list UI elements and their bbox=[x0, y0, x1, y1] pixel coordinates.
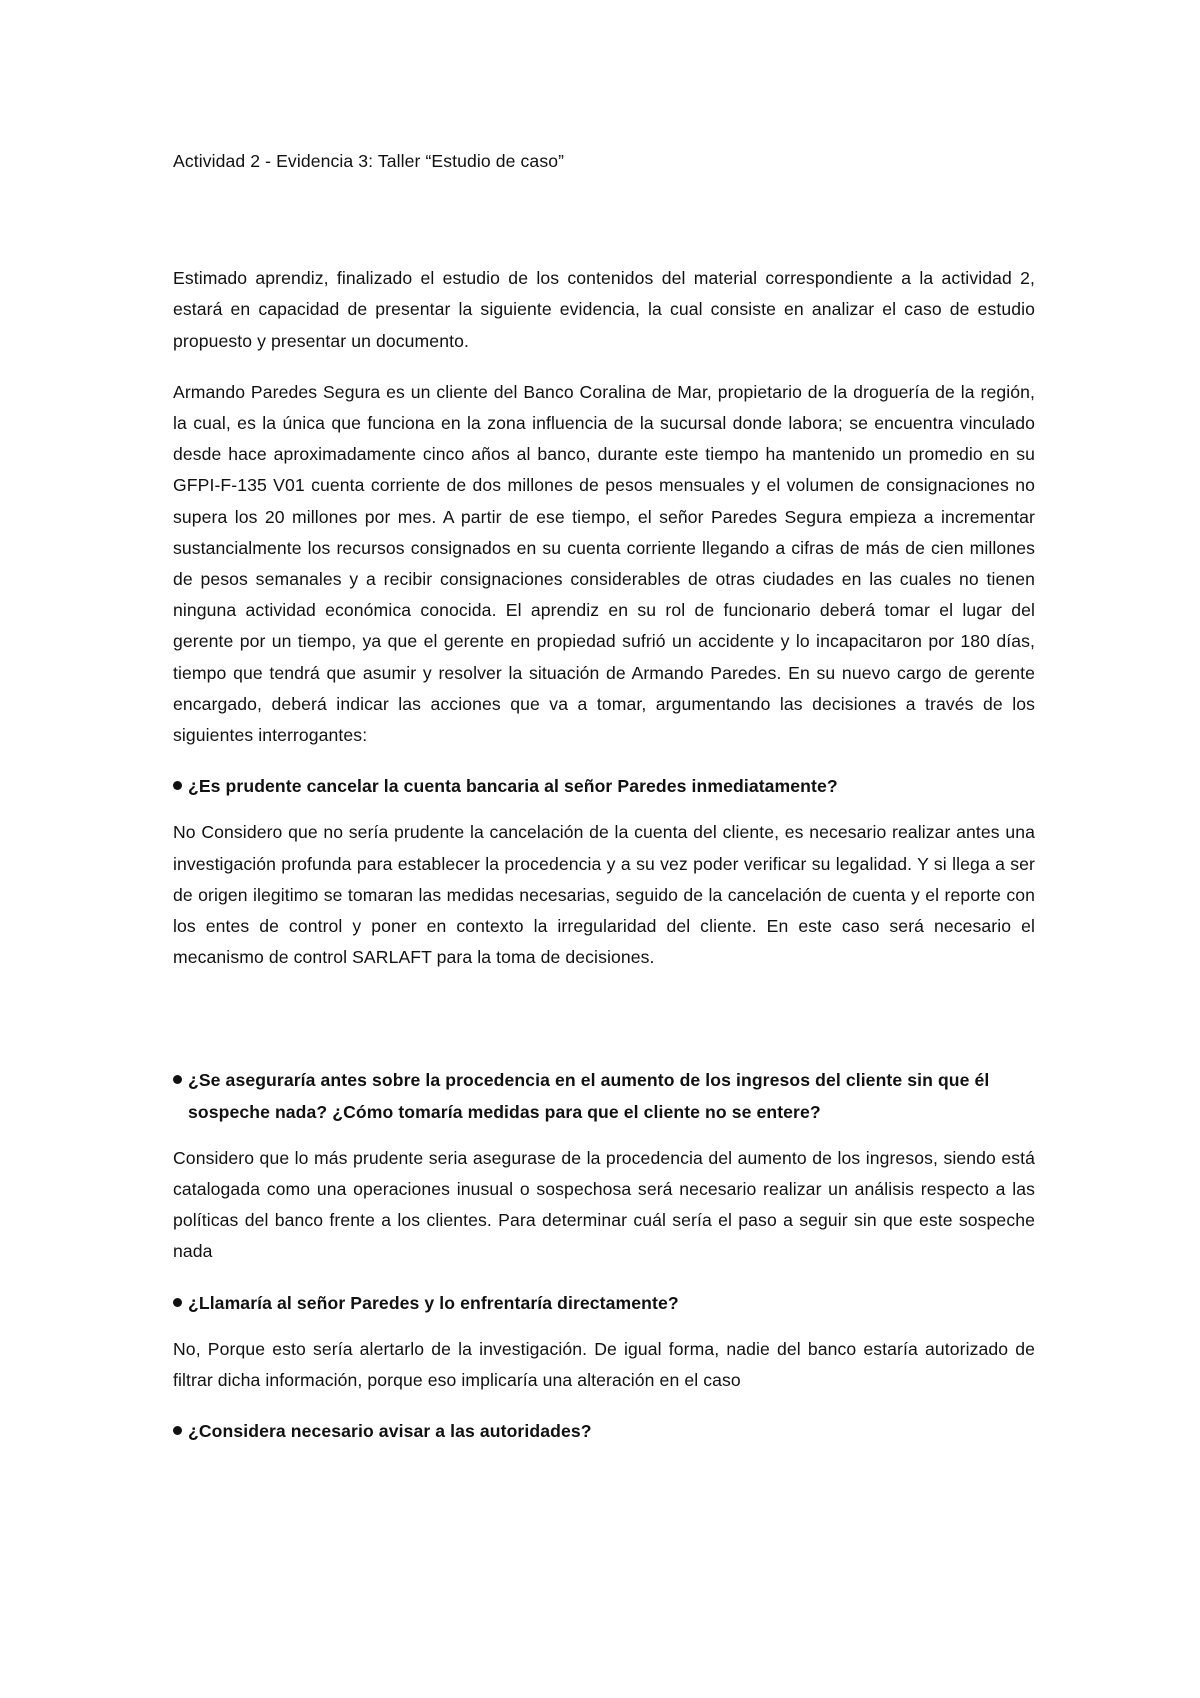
bullet-icon bbox=[173, 1075, 182, 1084]
question-4 bbox=[173, 1416, 1035, 1447]
question-2 bbox=[173, 1065, 1035, 1127]
answer-1: No Considero que no sería prudente la cancelación de la cuenta del cliente, es necesario realizar antes una investigación profunda para establecer la procedencia y a su vez poder verificar su legalidad. Y si llega a ser de origen ilegitimo se tomaran las medidas necesarias, seguido de la cancelación de cuenta y el reporte con los entes de control y poner en contexto la irregularidad del cliente. En este caso será necesario el mecanismo de control SARLAFT para la toma de decisiones. bbox=[173, 822, 1035, 968]
bullet-icon bbox=[173, 1426, 182, 1435]
bullet-icon bbox=[173, 1298, 182, 1307]
question-2-text: ¿Se aseguraría antes sobre la procedencia en el aumento de los ingresos del cliente sin que él sospeche nada? ¿Cómo tomaría medidas para que el cliente no se entere? bbox=[188, 1070, 990, 1122]
document-title: Actividad 2 - Evidencia 3: Taller “Estudio de caso” bbox=[173, 151, 565, 171]
question-3 bbox=[173, 1288, 1035, 1319]
question-1 bbox=[173, 771, 1035, 802]
question-3-text: ¿Llamaría al señor Paredes y lo enfrentaría directamente? bbox=[188, 1292, 679, 1313]
question-1-text: ¿Es prudente cancelar la cuenta bancaria al señor Paredes inmediatamente? bbox=[188, 776, 838, 797]
answer-3: No, Porque esto sería alertarlo de la investigación. De igual forma, nadie del banco estaría autorizado de filtrar dicha información, porque eso implicaría una alteración en el caso bbox=[173, 1338, 1035, 1391]
question-4-text: ¿Considera necesario avisar a las autoridades? bbox=[188, 1421, 592, 1442]
answer-2: Considero que lo más prudente seria asegurase de la procedencia del aumento de los ingresos, siendo está catalogada como una operaciones inusual o sospechosa será necesario realizar un análisis respecto a las políticas del banco frente a los clientes. Para determinar cuál sería el paso a seguir sin que este sospeche nada bbox=[173, 1147, 1035, 1262]
intro-paragraph: Estimado aprendiz, finalizado el estudio de los contenidos del material correspondiente a la actividad 2, estará en capacidad de presentar la siguiente evidencia, la cual consiste en analizar el caso de estudio propuesto y presentar un documento. bbox=[173, 268, 1035, 351]
document-body bbox=[173, 146, 1035, 1448]
case-paragraph: Armando Paredes Segura es un cliente del Banco Coralina de Mar, propietario de la droguería de la región, la cual, es la única que funciona en la zona influencia de la sucursal donde labora; se encuentra vinculado desde hace aproximadamente cinco años al banco, durante este tiempo ha mantenido un promedio en su GFPI-F-135 V01 cuenta corriente de dos millones de pesos mensuales y el volumen de consignaciones no supera los 20 millones por mes. A partir de ese tiempo, el señor Paredes Segura empieza a incrementar sustancialmente los recursos consignados en su cuenta corriente llegando a cifras de más de cien millones de pesos semanales y a recibir consignaciones considerables de otras ciudades en las cuales no tienen ninguna actividad económica conocida. El aprendiz en su rol de funcionario deberá tomar el lugar del gerente por un tiempo, ya que el gerente en propiedad sufrió un accidente y lo incapacitaron por 180 días, tiempo que tendrá que asumir y resolver la situación de Armando Paredes. En su nuevo cargo de gerente encargado, deberá indicar las acciones que va a tomar, argumentando las decisiones a través de los siguientes interrogantes: bbox=[173, 381, 1035, 746]
bullet-icon bbox=[173, 781, 182, 790]
